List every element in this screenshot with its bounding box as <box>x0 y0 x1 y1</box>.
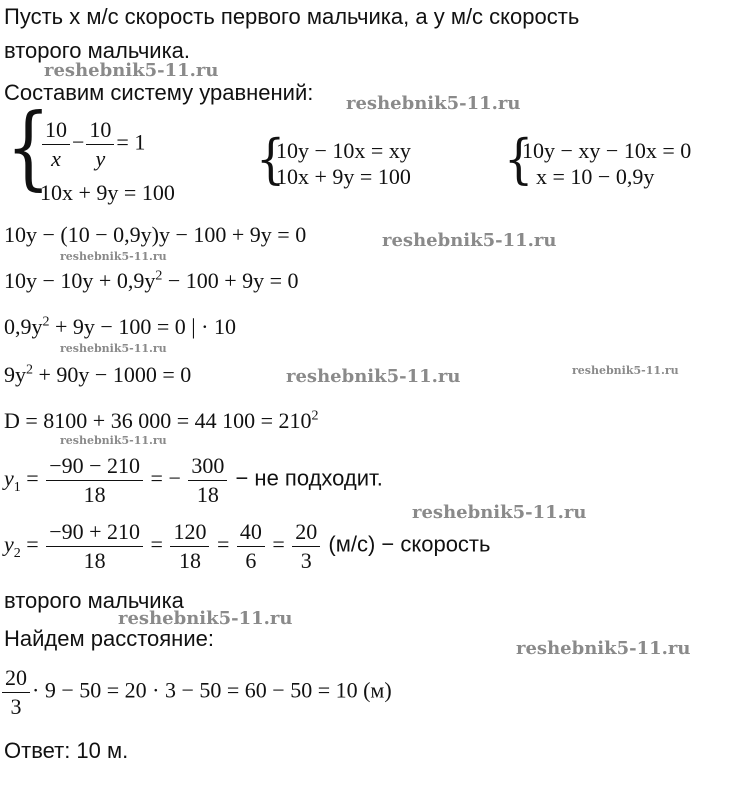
system-heading: Составим систему уравнений: <box>4 80 314 105</box>
watermark: reshebnik5-11.ru <box>286 366 461 387</box>
watermark: reshebnik5-11.ru <box>60 434 167 447</box>
equation-line-1: 10y − (10 − 0,9y)y − 100 + 9y = 0 <box>4 222 307 247</box>
system-brace: { <box>256 127 286 191</box>
second-boy-line: второго мальчика <box>4 588 184 613</box>
system2-eq1: 10y − 10x = xy <box>276 138 411 163</box>
equation-line-2: $10y - 10y + 0,9y^2 - 100 + 9y = 0$ <box>4 268 299 293</box>
watermark: reshebnik5-11.ru <box>516 638 691 659</box>
intro-line-1: Пусть x м/с скорость первого мальчика, а y м/с скорость <box>4 4 580 29</box>
find-distance-line: Найдем расстояние: <box>4 626 214 651</box>
watermark: reshebnik5-11.ru <box>382 230 557 251</box>
root-y2-line: $y_2$ = $\frac{-90 + 210}{18}$ = $\frac{120}{18}$ = $\frac{40}{6}$ = $\frac{20}{3}$ (м/с) − скорость <box>4 519 491 573</box>
system2-eq2: 10x + 9y = 100 <box>276 164 411 189</box>
watermark: reshebnik5-11.ru <box>60 342 167 355</box>
answer-line: Ответ: 10 м. <box>4 738 129 763</box>
watermark: reshebnik5-11.ru <box>44 60 219 81</box>
equation-line-3: $0,9y^2 + 9y - 100 = 0$ | · 10 <box>4 314 236 339</box>
equation-line-4: $9y^2 + 90y - 1000 = 0$ <box>4 362 192 387</box>
root-y1-line: $y_1$ = $\frac{-90 - 210}{18}$ = − $\frac{300}{18}$ − не подходит. <box>4 453 383 507</box>
watermark: reshebnik5-11.ru <box>572 364 679 377</box>
discriminant-line: D = 8100 + 36 000 = 44 $100 = 210^2$ <box>4 408 319 433</box>
system3-eq2: x = 10 − 0,9y <box>536 164 655 189</box>
watermark: reshebnik5-11.ru <box>60 250 167 263</box>
system-brace: { <box>504 127 534 191</box>
watermark: reshebnik5-11.ru <box>346 93 521 114</box>
system1-eq2: 10x + 9y = 100 <box>40 180 175 205</box>
intro-line-2: второго мальчика. <box>4 38 191 63</box>
watermark: reshebnik5-11.ru <box>412 502 587 523</box>
distance-calculation: $\frac{20}{3}$ · 9 − 50 = 20 · 3 − 50 = 60 − 50 = 10 (м) <box>0 664 392 721</box>
system-brace: { <box>6 93 51 201</box>
watermark: reshebnik5-11.ru <box>118 608 293 629</box>
system3-eq1: 10y − xy − 10x = 0 <box>522 138 692 163</box>
system1-eq1: $\frac{10}{x}$ − $\frac{10}{y}$ = 1 <box>40 116 145 173</box>
